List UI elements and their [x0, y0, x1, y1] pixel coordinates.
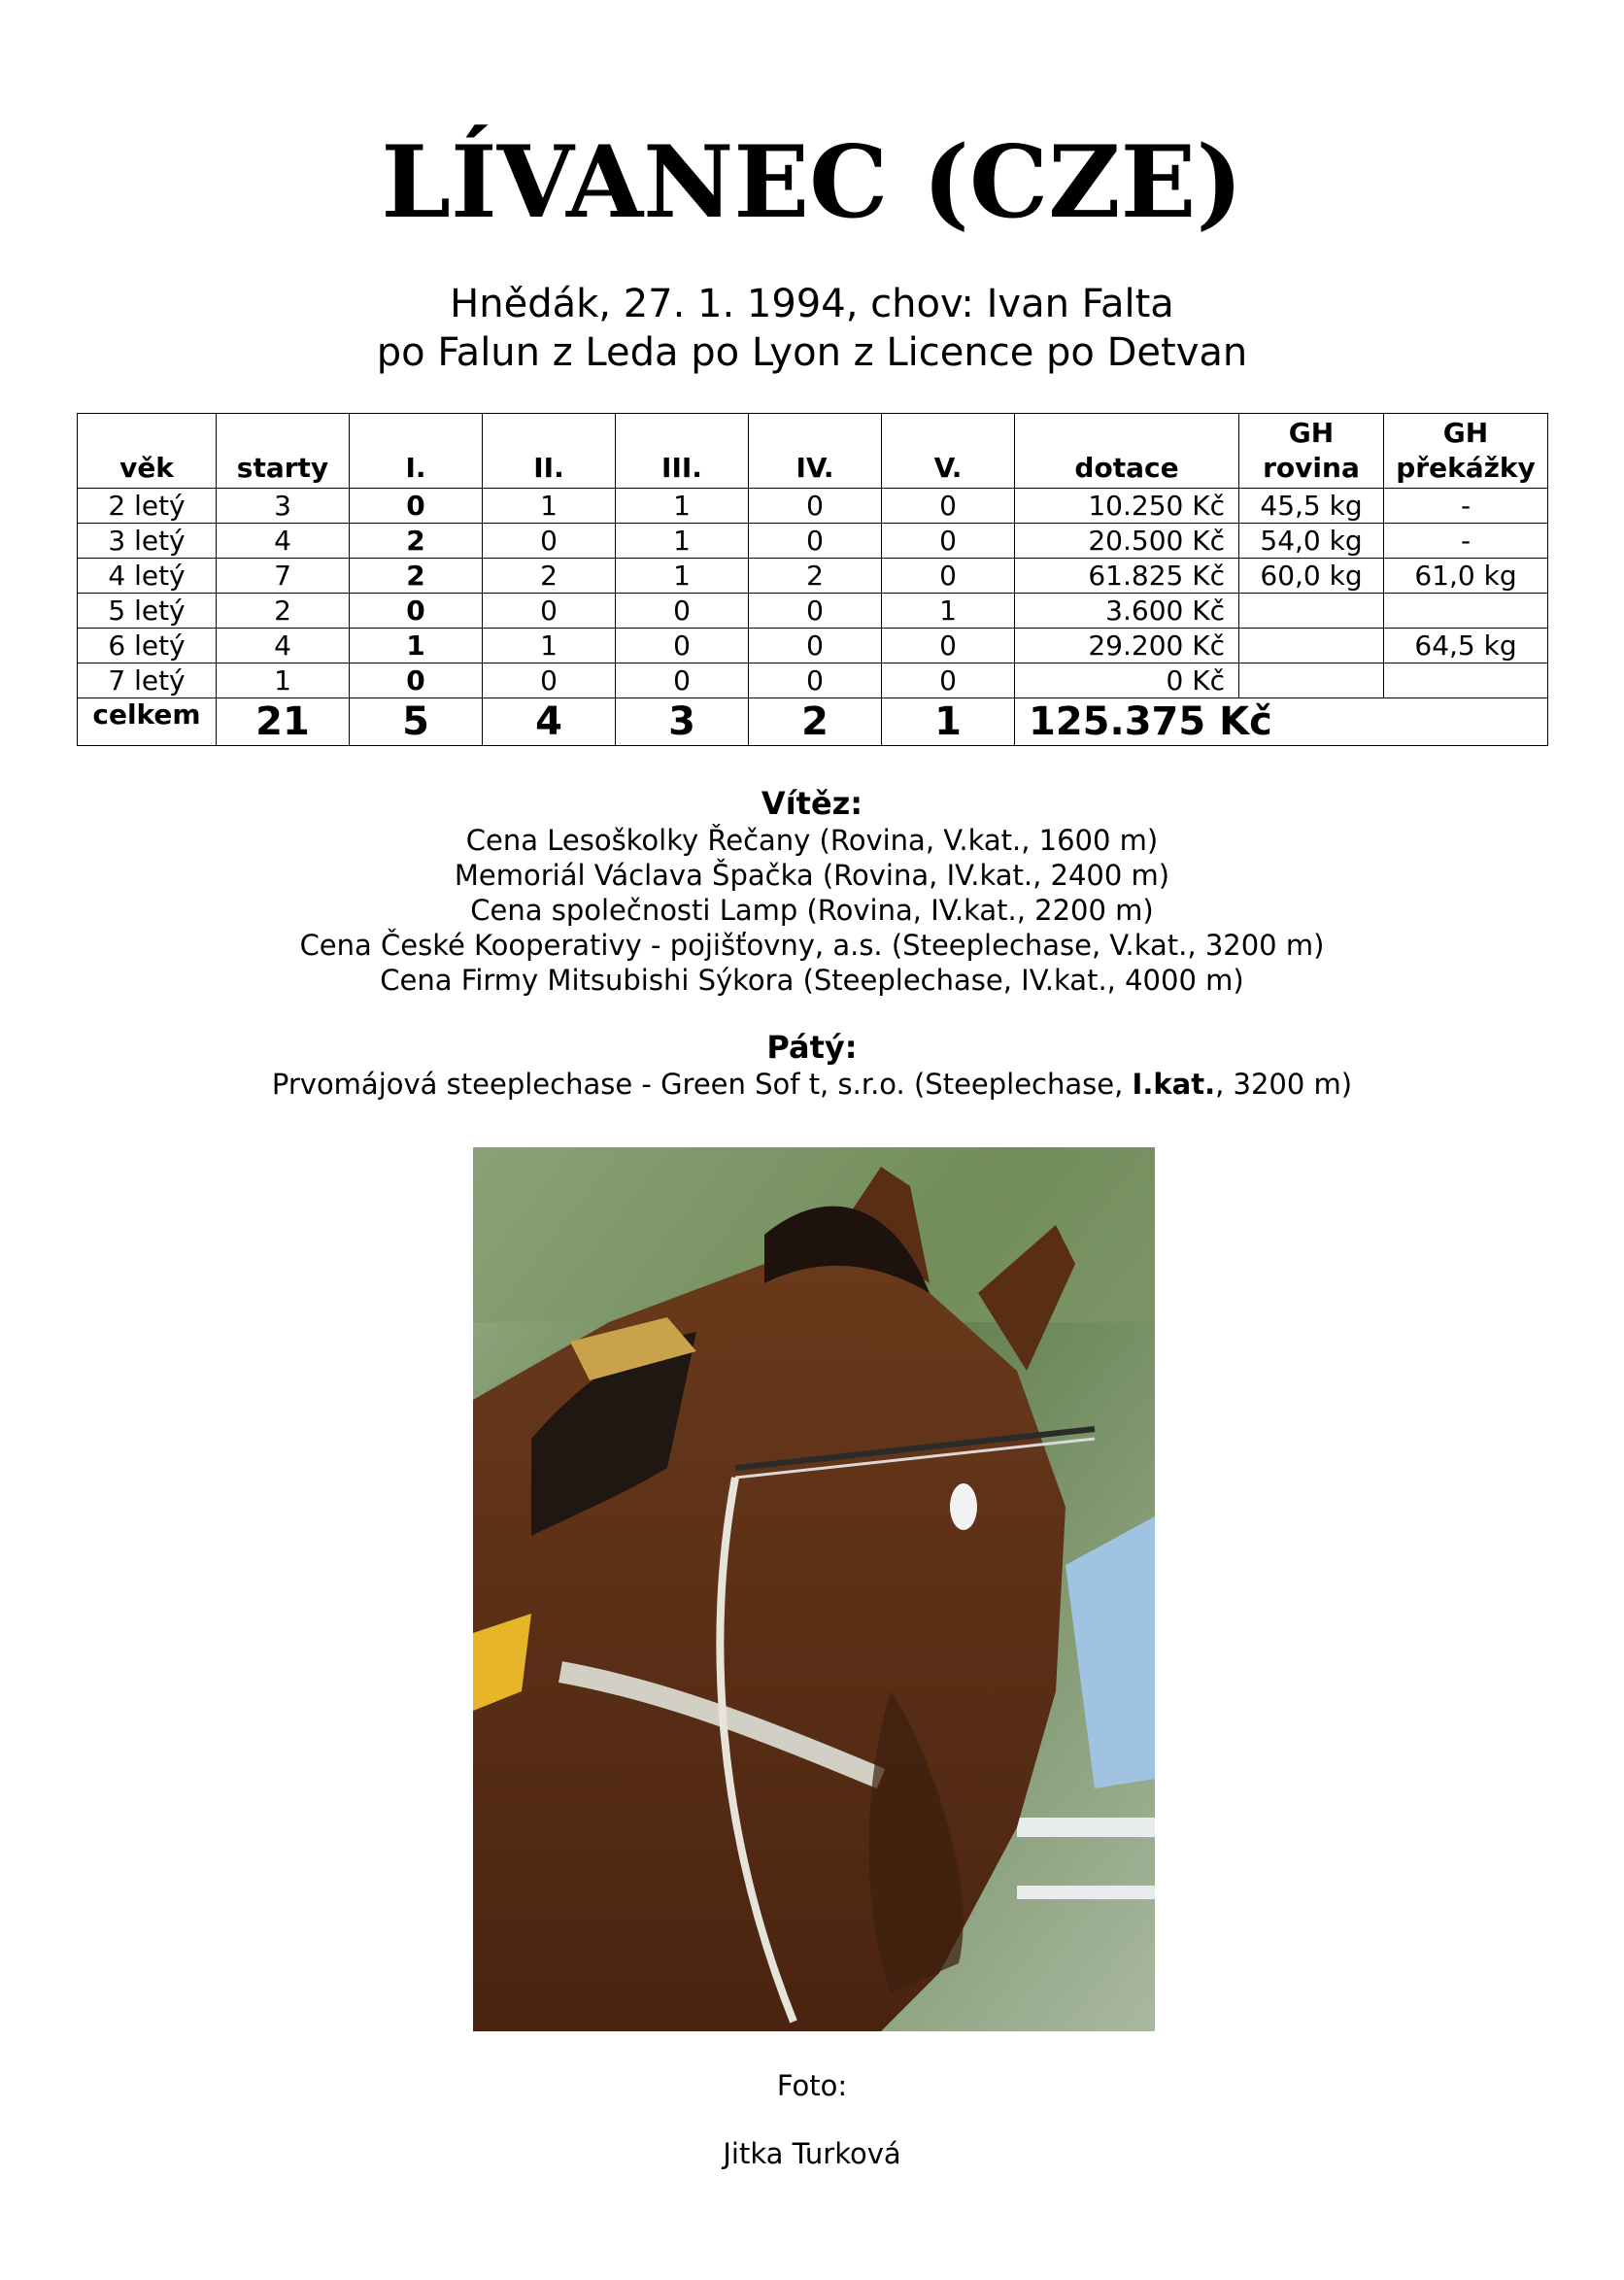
cell-prize: 0 Kč — [1015, 664, 1239, 698]
cell-prize: 3.600 Kč — [1015, 594, 1239, 629]
cell-starts: 3 — [217, 489, 350, 524]
cell-second: 2 — [483, 559, 616, 594]
fifth-race — [0, 1067, 1624, 1102]
cell-gh-jump — [1384, 594, 1548, 629]
cell-age: 2 letý — [78, 489, 217, 524]
cell-second: 0 — [483, 664, 616, 698]
cell-fourth: 2 — [749, 559, 882, 594]
table-row — [78, 489, 1548, 524]
winner-race: Cena Lesoškolky Řečany (Rovina, V.kat., 1600 m) — [465, 824, 1159, 857]
cell-third: 0 — [616, 594, 749, 629]
cell-second: 1 — [483, 489, 616, 524]
cell-second: 0 — [483, 594, 616, 629]
header-gh-jump-line1: GH — [1442, 417, 1489, 449]
cell-prize: 29.200 Kč — [1015, 629, 1239, 664]
cell-third: 1 — [616, 559, 749, 594]
header-gh-flat-line2: rovina — [1263, 452, 1360, 484]
header-fourth: IV. — [749, 414, 882, 489]
cell-gh-flat — [1239, 594, 1384, 629]
horse-pedigree: po Falun z Leda po Lyon z Licence po Detvan — [376, 330, 1248, 375]
winner-section — [0, 784, 1624, 998]
header-age: věk — [78, 414, 217, 489]
total-third: 3 — [616, 698, 749, 746]
total-fourth: 2 — [749, 698, 882, 746]
winner-race: Memoriál Václava Špačka (Rovina, IV.kat., 2400 m) — [454, 859, 1170, 892]
cell-gh-flat: 54,0 kg — [1239, 524, 1384, 559]
total-prize: 125.375 Kč — [1015, 698, 1548, 746]
cell-gh-jump: - — [1384, 489, 1548, 524]
cell-first: 2 — [350, 559, 483, 594]
total-fifth: 1 — [882, 698, 1015, 746]
cell-fifth: 1 — [882, 594, 1015, 629]
header-prize: dotace — [1015, 414, 1239, 489]
cell-second: 0 — [483, 524, 616, 559]
cell-starts: 4 — [217, 524, 350, 559]
total-first: 5 — [350, 698, 483, 746]
header-first: I. — [350, 414, 483, 489]
cell-starts: 2 — [217, 594, 350, 629]
cell-fourth: 0 — [749, 524, 882, 559]
cell-gh-flat: 45,5 kg — [1239, 489, 1384, 524]
cell-gh-flat — [1239, 629, 1384, 664]
cell-third: 1 — [616, 524, 749, 559]
cell-fifth: 0 — [882, 524, 1015, 559]
table-row — [78, 594, 1548, 629]
total-label: celkem — [78, 698, 217, 746]
cell-starts: 1 — [217, 664, 350, 698]
cell-gh-flat — [1239, 664, 1384, 698]
cell-first: 0 — [350, 594, 483, 629]
fifth-race-category: I.kat. — [1132, 1068, 1216, 1101]
header-gh-jump-line2: překážky — [1396, 452, 1536, 484]
fifth-race-distance: , 3200 m) — [1215, 1068, 1353, 1101]
total-second: 4 — [483, 698, 616, 746]
header-fifth: V. — [882, 414, 1015, 489]
cell-gh-flat: 60,0 kg — [1239, 559, 1384, 594]
total-starts: 21 — [217, 698, 350, 746]
page-title: LÍVANEC (CZE) — [381, 124, 1243, 241]
fifth-place-section — [0, 1028, 1624, 1102]
cell-first: 1 — [350, 629, 483, 664]
header-second: II. — [483, 414, 616, 489]
cell-gh-jump — [1384, 664, 1548, 698]
cell-first: 2 — [350, 524, 483, 559]
cell-fifth: 0 — [882, 629, 1015, 664]
header-starts: starty — [217, 414, 350, 489]
table-row — [78, 559, 1548, 594]
cell-age: 6 letý — [78, 629, 217, 664]
cell-gh-jump: - — [1384, 524, 1548, 559]
fifth-heading: Pátý: — [766, 1029, 858, 1066]
header-gh-flat — [1239, 414, 1384, 489]
race-statistics-table — [77, 413, 1548, 746]
cell-fourth: 0 — [749, 664, 882, 698]
winner-heading: Vítěz: — [761, 785, 863, 822]
horse-illustration — [473, 1147, 1155, 2031]
header-third: III. — [616, 414, 749, 489]
cell-prize: 61.825 Kč — [1015, 559, 1239, 594]
cell-gh-jump: 61,0 kg — [1384, 559, 1548, 594]
horse-photo — [473, 1147, 1155, 2031]
table-header-row — [78, 414, 1548, 489]
cell-fourth: 0 — [749, 594, 882, 629]
cell-prize: 20.500 Kč — [1015, 524, 1239, 559]
winner-race: Cena Firmy Mitsubishi Sýkora (Steeplechase, IV.kat., 4000 m) — [380, 964, 1244, 997]
table-row — [78, 664, 1548, 698]
photo-author: Jitka Turková — [723, 2137, 901, 2170]
winner-race: Cena České Kooperativy - pojišťovny, a.s. (Steeplechase, V.kat., 3200 m) — [299, 929, 1325, 962]
cell-third: 0 — [616, 664, 749, 698]
fifth-race-text: Prvomájová steeplechase - Green Sof t, s.r.o. (Steeplechase, — [271, 1068, 1133, 1101]
cell-age: 3 letý — [78, 524, 217, 559]
table-total-row — [78, 698, 1548, 746]
cell-age: 4 letý — [78, 559, 217, 594]
cell-gh-jump: 64,5 kg — [1384, 629, 1548, 664]
cell-third: 0 — [616, 629, 749, 664]
cell-second: 1 — [483, 629, 616, 664]
cell-age: 5 letý — [78, 594, 217, 629]
cell-fourth: 0 — [749, 629, 882, 664]
cell-first: 0 — [350, 489, 483, 524]
cell-starts: 7 — [217, 559, 350, 594]
table-row — [78, 524, 1548, 559]
cell-first: 0 — [350, 664, 483, 698]
cell-age: 7 letý — [78, 664, 217, 698]
cell-fourth: 0 — [749, 489, 882, 524]
cell-third: 1 — [616, 489, 749, 524]
cell-fifth: 0 — [882, 664, 1015, 698]
cell-fifth: 0 — [882, 489, 1015, 524]
cell-prize: 10.250 Kč — [1015, 489, 1239, 524]
cell-starts: 4 — [217, 629, 350, 664]
winner-race: Cena společnosti Lamp (Rovina, IV.kat., 2200 m) — [470, 894, 1154, 927]
header-gh-flat-line1: GH — [1288, 417, 1335, 449]
table-row — [78, 629, 1548, 664]
cell-fifth: 0 — [882, 559, 1015, 594]
horse-details: Hnědák, 27. 1. 1994, chov: Ivan Falta — [450, 282, 1174, 326]
photo-label: Foto: — [776, 2069, 848, 2102]
header-gh-jump — [1384, 414, 1548, 489]
